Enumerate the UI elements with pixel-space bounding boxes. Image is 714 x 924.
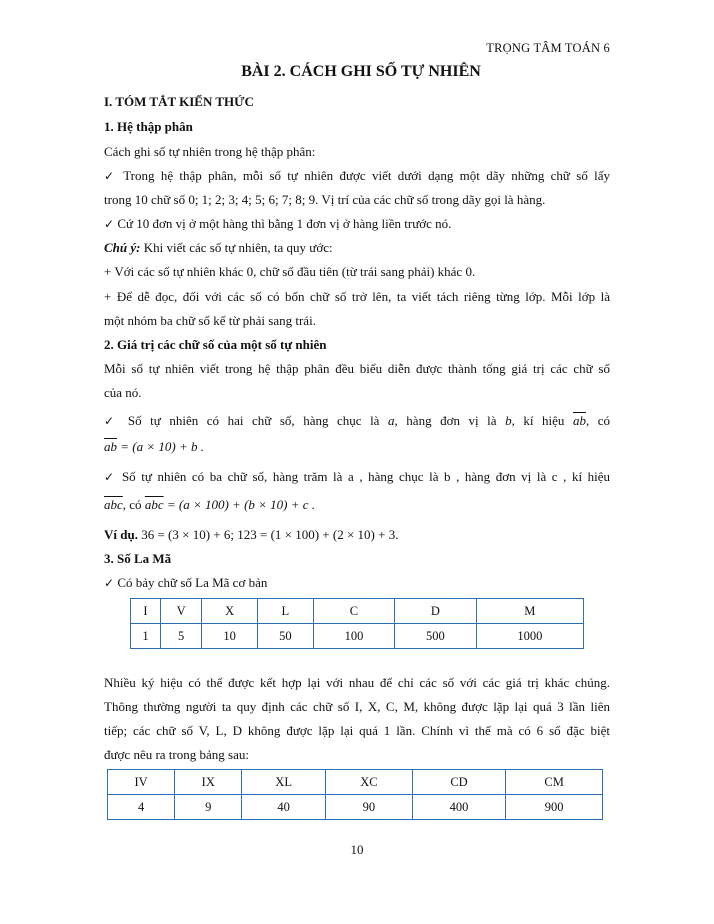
lesson-title: BÀI 2. CÁCH GHI SỐ TỰ NHIÊN bbox=[241, 63, 481, 80]
check-mark-icon: ✓ bbox=[104, 576, 115, 590]
bullet-text: Cứ 10 đơn vị ở một hàng thì bằng 1 đơn vị ở hàng liền trước nó. bbox=[117, 216, 452, 231]
table-cell: 1000 bbox=[476, 624, 583, 649]
overline-symbol: $\overline{abc}$ bbox=[104, 497, 123, 512]
bullet-text: , có bbox=[585, 413, 611, 428]
roman-basic-intro bbox=[104, 571, 610, 595]
overline-symbol: $\overline{abc}$ bbox=[144, 497, 164, 512]
table-cell: CD bbox=[412, 770, 505, 795]
table-row-symbols bbox=[108, 770, 603, 795]
check-mark-icon: ✓ bbox=[104, 414, 120, 428]
table-cell: 1 bbox=[131, 624, 161, 649]
table-cell: 9 bbox=[175, 795, 242, 820]
rule-2-cont: một nhóm ba chữ số kể từ phải sang trái. bbox=[104, 313, 316, 328]
var-a: a bbox=[388, 413, 395, 428]
bullet-text: Số tự nhiên có hai chữ số, hàng chục là bbox=[127, 413, 380, 428]
table-cell: 5 bbox=[160, 624, 201, 649]
note-label: Chú ý: bbox=[104, 240, 141, 255]
bullet-text: , hàng đơn vị là bbox=[394, 413, 497, 428]
three-digit-line bbox=[104, 465, 610, 489]
table-cell: I bbox=[131, 599, 161, 624]
rule-2: + Để dễ đọc, đối với các số có bốn chữ số trở lên, ta viết tách riêng từng lớp. Mỗi lớp là bbox=[104, 289, 610, 304]
roman-para-1: Nhiều ký hiệu có thể được kết hợp lại với nhau để chỉ các số với các giá trị khác chúng. bbox=[104, 675, 610, 690]
bullet-text: , kí hiệu bbox=[511, 413, 565, 428]
table-cell: IX bbox=[175, 770, 242, 795]
decimal-bullet-1-cont: trong 10 chữ số 0; 1; 2; 3; 4; 5; 6; 7; 8; 9. Vị trí của các chữ số trong dãy gọi là hàng. bbox=[104, 192, 546, 207]
roman-basic-table bbox=[130, 598, 584, 649]
example bbox=[104, 523, 610, 547]
table-cell: M bbox=[476, 599, 583, 624]
note-text: Khi viết các số tự nhiên, ta quy ước: bbox=[140, 240, 333, 255]
table-cell: 500 bbox=[395, 624, 476, 649]
table-cell: 40 bbox=[242, 795, 326, 820]
var-b: b bbox=[505, 413, 512, 428]
rule-1: + Với các số tự nhiên khác 0, chữ số đầu tiên (từ trái sang phải) khác 0. bbox=[104, 264, 476, 279]
check-mark-icon: ✓ bbox=[104, 470, 117, 484]
two-digit-line bbox=[104, 409, 610, 433]
example-label: Ví dụ. bbox=[104, 527, 138, 542]
subheading-digit-value: 2. Giá trị các chữ số của một số tự nhiên bbox=[104, 337, 327, 352]
table-cell: X bbox=[202, 599, 258, 624]
table-cell: 4 bbox=[108, 795, 175, 820]
table-cell: 10 bbox=[202, 624, 258, 649]
running-header: TRỌNG TÂM TOÁN 6 bbox=[486, 41, 610, 55]
check-mark-icon: ✓ bbox=[104, 169, 118, 183]
table-cell: XC bbox=[325, 770, 412, 795]
roman-para-4: được nêu ra trong bảng sau: bbox=[104, 747, 249, 762]
table-cell: 50 bbox=[258, 624, 314, 649]
table-row-values bbox=[108, 795, 603, 820]
subheading-decimal: 1. Hệ thập phân bbox=[104, 119, 193, 134]
table-row-symbols bbox=[131, 599, 584, 624]
check-mark-icon: ✓ bbox=[104, 217, 115, 231]
table-cell: L bbox=[258, 599, 314, 624]
formula: = (a × 10) + b . bbox=[117, 439, 204, 454]
bullet-text: Số tự nhiên có ba chữ số, hàng trăm là a , hàng chục là b , hàng đơn vị là c , kí hiệu bbox=[121, 469, 611, 484]
decimal-bullet-2 bbox=[104, 212, 610, 236]
decimal-intro: Cách ghi số tự nhiên trong hệ thập phân: bbox=[104, 144, 316, 159]
bullet-text: Trong hệ thập phân, mỗi số tự nhiên được viết dưới dạng một dãy những chữ số lấy bbox=[123, 168, 611, 183]
roman-para-2: Thông thường người ta quy định các chữ số I, X, C, M, không được lặp lại quá 3 lần liên bbox=[104, 699, 610, 714]
table-row-values bbox=[131, 624, 584, 649]
table-cell: 90 bbox=[325, 795, 412, 820]
roman-para-3: tiếp; các chữ số V, L, D không được lặp lại quá 1 lần. Chính vì thế mà có 6 số đặc biệt bbox=[104, 723, 610, 738]
formula: = (a × 100) + (b × 10) + c . bbox=[163, 497, 316, 512]
section-heading: I. TÓM TẮT KIẾN THỨC bbox=[104, 94, 254, 109]
table-cell: IV bbox=[108, 770, 175, 795]
digit-value-intro: Mỗi số tự nhiên viết trong hệ thập phân đều biểu diễn được thành tổng giá trị các chữ số bbox=[104, 361, 610, 376]
table-cell: V bbox=[160, 599, 201, 624]
page-number: 10 bbox=[350, 842, 364, 857]
two-digit-formula bbox=[104, 435, 610, 459]
overline-symbol: $\overline{ab}$ bbox=[104, 439, 117, 454]
note bbox=[104, 236, 610, 260]
subheading-roman: 3. Số La Mã bbox=[104, 551, 172, 566]
table-cell: D bbox=[395, 599, 476, 624]
decimal-bullet-1 bbox=[104, 164, 610, 188]
overline-symbol: $\overline{ab}$ bbox=[572, 413, 586, 428]
three-digit-formula bbox=[104, 493, 610, 517]
roman-special-table bbox=[107, 769, 603, 820]
table-cell: CM bbox=[506, 770, 603, 795]
digit-value-intro-cont: của nó. bbox=[104, 385, 142, 400]
table-cell: 900 bbox=[506, 795, 603, 820]
example-text: 36 = (3 × 10) + 6; 123 = (1 × 100) + (2 × 10) + 3. bbox=[137, 527, 399, 542]
table-cell: C bbox=[313, 599, 394, 624]
bullet-text: Có bảy chữ số La Mã cơ bản bbox=[117, 575, 268, 590]
table-cell: 400 bbox=[412, 795, 505, 820]
bullet-text: , có bbox=[122, 497, 142, 512]
table-cell: 100 bbox=[313, 624, 394, 649]
table-cell: XL bbox=[242, 770, 326, 795]
